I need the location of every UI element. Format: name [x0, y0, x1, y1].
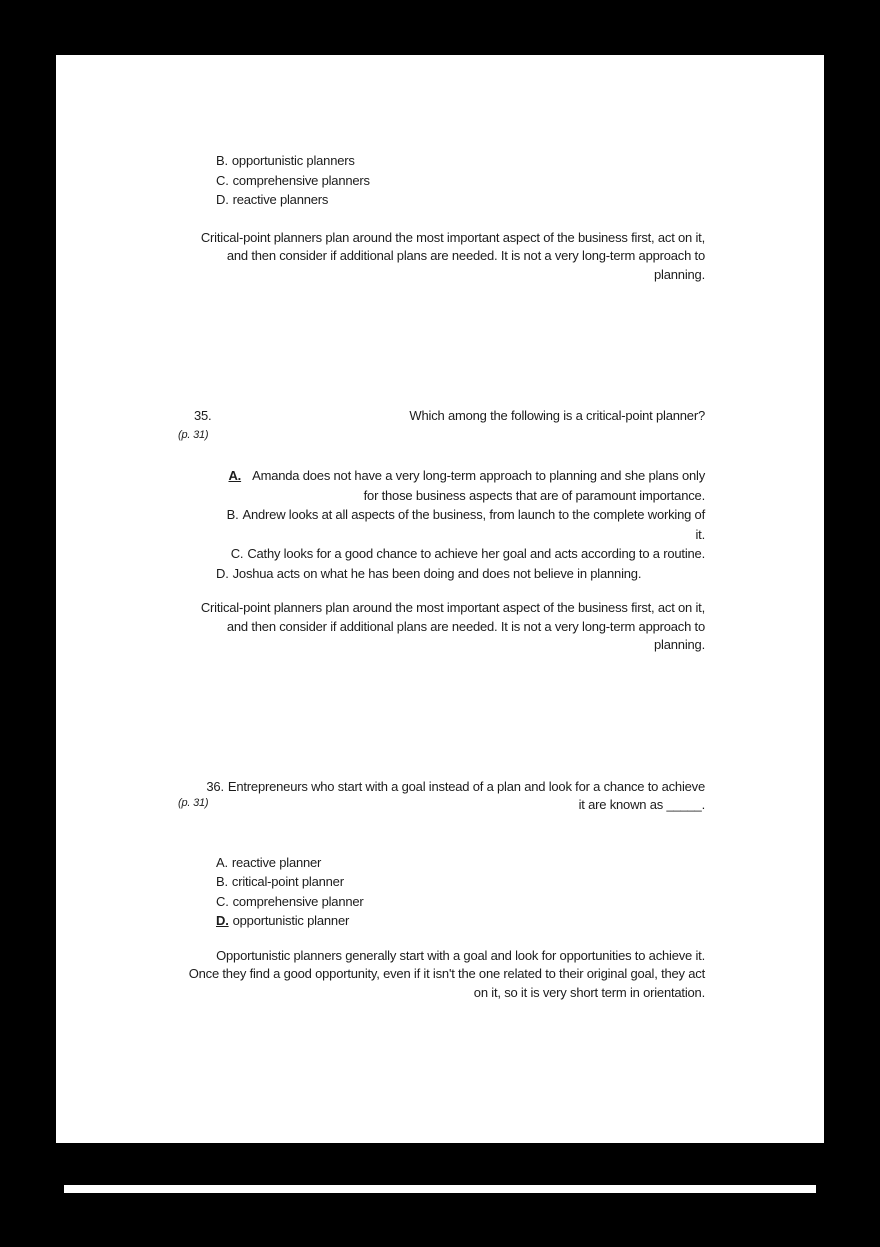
- option-text: comprehensive planner: [232, 893, 364, 909]
- option-text: Amanda does not have a very long-term approach to planning and she plans only for those business aspects that are of paramount importance.: [252, 468, 705, 503]
- option-row-correct: [216, 466, 705, 505]
- option-text: Joshua acts on what he has been doing and does not believe in planning.: [232, 565, 642, 581]
- question-text-body: Entrepreneurs who start with a goal instead of a plan and look for a chance to achieve it are known as _____.: [227, 778, 705, 812]
- next-page-edge: [64, 1185, 816, 1193]
- page-reference: (p. 31): [178, 429, 209, 441]
- option-text: reactive planner: [231, 854, 322, 870]
- option-row: [216, 171, 705, 191]
- option-letter: C.: [230, 546, 244, 561]
- option-text: opportunistic planners: [231, 153, 355, 168]
- option-row: [216, 505, 705, 544]
- question-35-number-column: [178, 407, 240, 442]
- question-text: [178, 778, 705, 815]
- prev-question-options: [216, 151, 705, 210]
- question-35-explanation: Critical-point planners plan around the most important aspect of the business first, act on it, and then consider if additional plans are needed. It is not a very long-term approach to planning.: [200, 600, 705, 652]
- option-letter: D.: [216, 913, 229, 928]
- option-text: opportunistic planner: [232, 913, 350, 928]
- prev-question-explanation: Critical-point planners plan around the most important aspect of the business first, act on it, and then consider if additional plans are needed. It is not a very long-term approach to planning.: [200, 229, 705, 282]
- question-36-header: [178, 778, 705, 815]
- option-letter: D.: [216, 192, 229, 207]
- option-text: comprehensive planners: [232, 172, 370, 188]
- option-row: [216, 190, 705, 210]
- question-number: 36.: [206, 778, 224, 794]
- page-reference: (p. 31): [178, 796, 209, 809]
- option-letter: D.: [216, 565, 229, 581]
- option-letter: B.: [216, 874, 228, 889]
- option-letter: B.: [226, 507, 239, 522]
- option-text: reactive planners: [232, 192, 329, 207]
- option-row-correct: [216, 911, 705, 931]
- question-36-options: [216, 853, 705, 931]
- question-text: Which among the following is a critical-point planner?: [409, 408, 705, 423]
- option-text: Andrew looks at all aspects of the business, from launch to the complete working of it.: [242, 507, 705, 542]
- option-row: [216, 151, 705, 171]
- question-36-explanation: Opportunistic planners generally start with a goal and look for opportunities to achieve it. Once they find a good opportunity, even if it isn't the one related to their original goal, they act on it, so it is very short term in orientation.: [188, 947, 705, 1000]
- question-number: 35.: [194, 408, 212, 423]
- option-letter: A.: [228, 468, 242, 483]
- option-letter: C.: [216, 893, 229, 909]
- option-row: [216, 564, 705, 584]
- option-row: [216, 544, 705, 564]
- document-page: [56, 55, 824, 1143]
- option-row: [216, 853, 705, 873]
- option-row: [216, 892, 705, 912]
- option-letter: A.: [216, 854, 228, 870]
- option-letter: C.: [216, 172, 229, 188]
- question-35-options: [216, 466, 705, 583]
- option-text: Cathy looks for a good chance to achieve her goal and acts according to a routine.: [247, 546, 705, 561]
- option-letter: B.: [216, 153, 228, 168]
- option-text: critical-point planner: [231, 874, 344, 889]
- question-35-header: [178, 407, 705, 442]
- option-row: [216, 872, 705, 892]
